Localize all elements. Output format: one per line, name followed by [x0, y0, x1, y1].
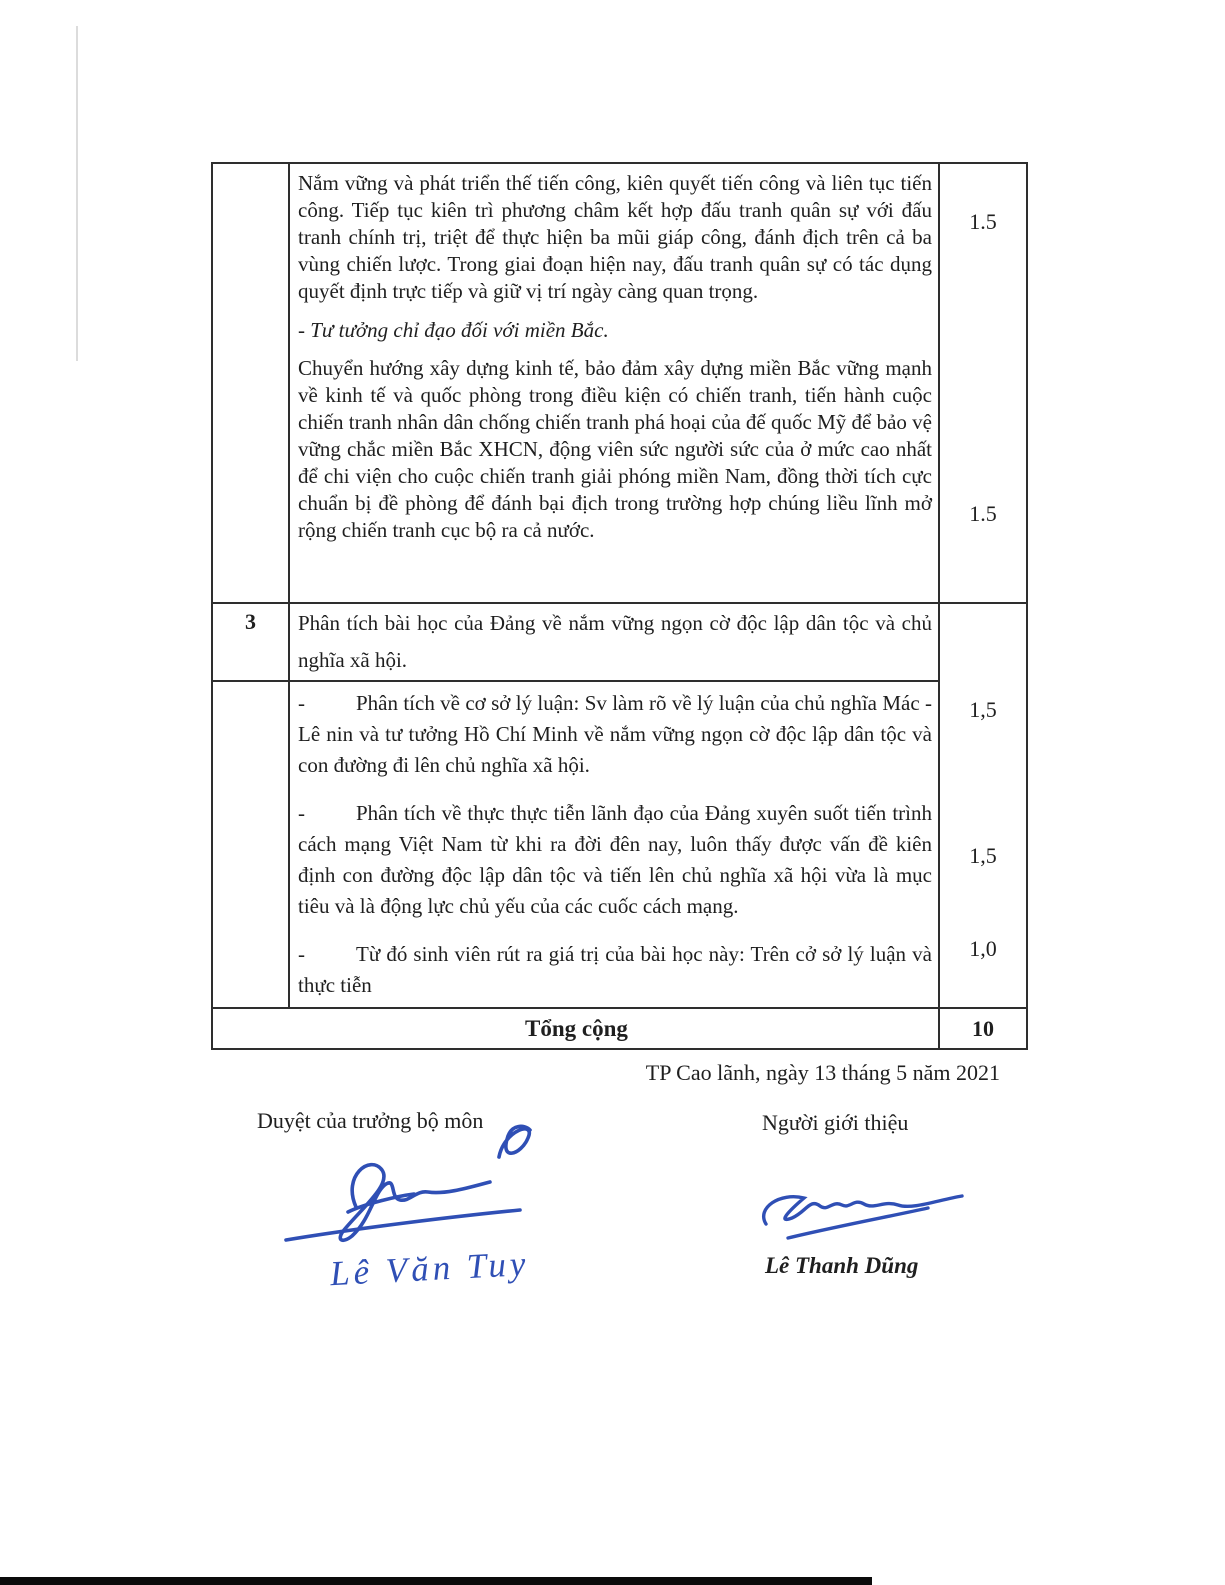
- continuation-paragraph-2: Chuyển hướng xây dựng kinh tế, bảo đảm xây dựng miền Bắc vững mạnh về kinh tế và quốc phòng trong điều kiện có chiến tranh, tiến hành cuộc chiến tranh nhân dân chống chiến tranh phá hoại của đế quốc Mỹ để bảo vệ vững chắc miền Bắc XHCN, động viên sức người sức của ở mức cao nhất để chi viện cho cuộc chiến tranh giải phóng miền Nam, đồng thời tích cực chuẩn bị đề phòng để đánh bại địch trong trường hợp chúng liều lĩnh mở rộng chiến tranh cục bộ ra cả nước.: [298, 356, 932, 542]
- signature-underline-stroke: [788, 1208, 928, 1238]
- bullet-dash: -: [298, 691, 305, 715]
- introducer-printed-name: Lê Thanh Dũng: [765, 1253, 919, 1278]
- item3-bullet-2-text: Phân tích về thực thực tiễn lãnh đạo của Đảng xuyên suốt tiến trình cách mạng Việt Nam từ khi ra đời đên nay, luôn thấy được vấn đề kiên định con đường độc lập dân tộc và tiến lên chủ nghĩa xã hội vừa là mục tiêu và là động lực chủ yếu của các cuốc cách mạng.: [298, 801, 932, 918]
- score-value: 1,0: [969, 936, 997, 961]
- approver-role-label: Duyệt của trưởng bộ môn: [257, 1108, 484, 1133]
- item3-bullet-1-text: Phân tích về cơ sở lý luận: Sv làm rõ về lý luận của chủ nghĩa Mác - Lê nin và tư tưởng Hồ Chí Minh về nắm vững ngọn cờ độc lập dân tộc và con đường đi lên chủ nghĩa xã hội.: [298, 691, 932, 777]
- item3-bullet-3-text: Từ đó sinh viên rút ra giá trị của bài học này: Trên cở sở lý luận và thực tiễn: [298, 942, 932, 997]
- table-line-item3-top: [213, 602, 1026, 604]
- score-value: 1,5: [969, 697, 997, 722]
- total-label-cell: Tổng cộng: [525, 1016, 628, 1041]
- scan-artifact-bottom-bar: [0, 1577, 872, 1585]
- signature-main-stroke: [764, 1196, 962, 1224]
- total-score-cell: 10: [972, 1016, 994, 1041]
- introducer-role-label: Người giới thiệu: [762, 1110, 909, 1135]
- bullet-dash: -: [298, 801, 305, 825]
- item3-bullet-3: [298, 939, 932, 1001]
- score-value: 1,5: [969, 843, 997, 868]
- table-line-item3-split: [213, 680, 938, 682]
- item3-number-cell: 3: [245, 609, 256, 634]
- approver-signature-ink: [278, 1112, 578, 1262]
- signature-cross-stroke: [348, 1194, 414, 1212]
- introducer-signature-ink: [752, 1172, 972, 1252]
- continuation-italic-note: - Tư tưởng chỉ đạo đối với miền Bắc.: [298, 318, 609, 342]
- item3-bullets-cell: [298, 688, 932, 1018]
- place-date-line: TP Cao lãnh, ngày 13 tháng 5 năm 2021: [645, 1060, 1000, 1085]
- item3-bullet-2: [298, 798, 932, 922]
- score-value: 1.5: [969, 501, 997, 526]
- item3-title-cell: Phân tích bài học của Đảng về nắm vững ngọn cờ độc lập dân tộc và chủ nghĩa xã hội.: [298, 611, 932, 672]
- continuation-row-content-cell: [298, 170, 932, 544]
- signature-flourish-stroke: [499, 1126, 530, 1157]
- approver-handwritten-name: Lê Văn Tuy: [329, 1243, 531, 1294]
- signature-underline-stroke: [286, 1210, 520, 1240]
- grading-rubric-table: [211, 162, 1028, 1050]
- scan-artifact-left-line: [76, 26, 78, 361]
- bullet-dash: -: [298, 942, 305, 966]
- table-line-number-column: [288, 164, 290, 1007]
- score-value: 1.5: [969, 209, 997, 234]
- continuation-paragraph-1: Nắm vững và phát triển thế tiến công, kiên quyết tiến công và liên tục tiến công. Tiếp tục kiên trì phương châm kết hợp đấu tranh quân sự với đấu tranh chính trị, triệt để thực hiện ba mũi giáp công, đánh địch trên cả ba vùng chiến lược. Trong giai đoạn hiện nay, đấu tranh quân sự có tác dụng quyết định trực tiếp và giữ vị trí ngày càng quan trọng.: [298, 171, 932, 303]
- item3-bullet-1: [298, 688, 932, 781]
- table-line-score-column: [938, 164, 940, 1048]
